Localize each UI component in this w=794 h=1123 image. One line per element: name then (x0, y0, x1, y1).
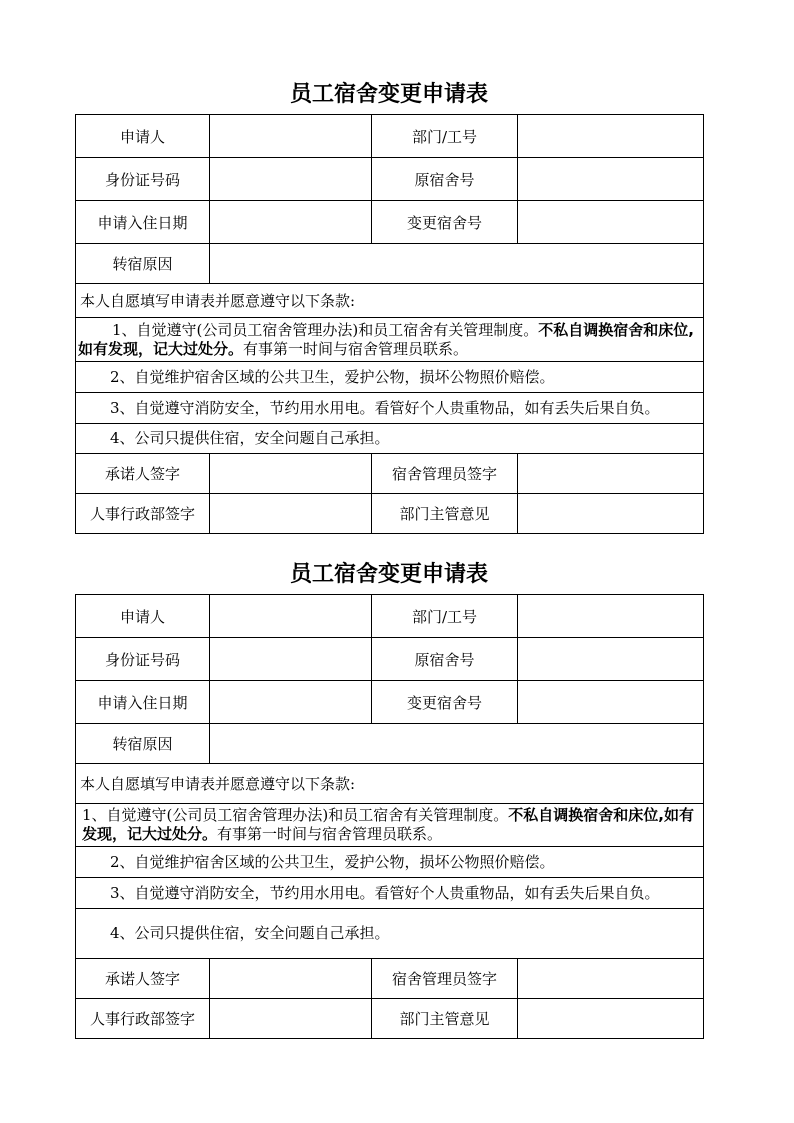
clause-3: 3、自觉遵守消防安全，节约用水用电。看管好个人贵重物品，如有丢失后果自负。 (76, 393, 704, 424)
new-dorm-field[interactable] (518, 201, 704, 244)
form-title: 员工宿舍变更申请表 (289, 562, 488, 587)
reason-field[interactable] (210, 244, 704, 284)
supervisor-opinion-label: 部门主管意见 (372, 999, 518, 1039)
clause-1-bold-text: 不私自调换宿舍和床位,如有发现，记大过处分。 (78, 320, 694, 358)
application-form-1 (75, 76, 703, 534)
promisor-signature-field[interactable] (210, 454, 372, 494)
dorm-manager-signature-field[interactable] (518, 454, 704, 494)
promisor-signature-field[interactable] (210, 959, 372, 999)
form-table (75, 594, 704, 1039)
supervisor-opinion-field[interactable] (518, 999, 704, 1039)
promisor-signature-label: 承诺人签字 (76, 959, 210, 999)
move-in-date-label: 申请入住日期 (76, 201, 210, 244)
clause-2: 2、自觉维护宿舍区域的公共卫生，爱护公物，损坏公物照价赔偿。 (76, 362, 704, 393)
original-dorm-field[interactable] (518, 638, 704, 681)
clause-2: 2、自觉维护宿舍区域的公共卫生，爱护公物，损坏公物照价赔偿。 (76, 847, 704, 878)
reason-field[interactable] (210, 724, 704, 764)
clause-4: 4、公司只提供住宿，安全问题自己承担。 (76, 909, 704, 959)
new-dorm-label: 变更宿舍号 (372, 681, 518, 724)
agreement-intro: 本人自愿填写申请表并愿意遵守以下条款: (76, 764, 704, 804)
clause-1 (76, 804, 704, 847)
application-form-2 (75, 556, 703, 1039)
hr-signature-field[interactable] (210, 999, 372, 1039)
id-number-field[interactable] (210, 158, 372, 201)
move-in-date-field[interactable] (210, 201, 372, 244)
original-dorm-label: 原宿舍号 (372, 638, 518, 681)
applicant-field[interactable] (210, 595, 372, 638)
applicant-label: 申请人 (76, 115, 210, 158)
id-number-field[interactable] (210, 638, 372, 681)
original-dorm-field[interactable] (518, 158, 704, 201)
clause-1-text-c: 有事第一时间与宿舍管理员联系。 (217, 825, 443, 843)
move-in-date-label: 申请入住日期 (76, 681, 210, 724)
supervisor-opinion-label: 部门主管意见 (372, 494, 518, 534)
new-dorm-field[interactable] (518, 681, 704, 724)
hr-signature-label: 人事行政部签字 (76, 999, 210, 1039)
id-number-label: 身份证号码 (76, 158, 210, 201)
dept-label: 部门/工号 (372, 595, 518, 638)
dorm-manager-signature-label: 宿舍管理员签字 (372, 454, 518, 494)
clause-1-text-a: 1、自觉遵守(公司员工宿舍管理办法)和员工宿舍有关管理制度。 (112, 320, 539, 339)
promisor-signature-label: 承诺人签字 (76, 454, 210, 494)
clause-1-bold-text: 不私自调换宿舍和床位,如有发现，记大过处分。 (82, 806, 694, 843)
clause-1-text-a: 1、自觉遵守(公司员工宿舍管理办法)和员工宿舍有关管理制度。 (82, 806, 509, 824)
dept-field[interactable] (518, 115, 704, 158)
dorm-manager-signature-label: 宿舍管理员签字 (372, 959, 518, 999)
reason-label: 转宿原因 (76, 724, 210, 764)
move-in-date-field[interactable] (210, 681, 372, 724)
id-number-label: 身份证号码 (76, 638, 210, 681)
reason-label: 转宿原因 (76, 244, 210, 284)
supervisor-opinion-field[interactable] (518, 494, 704, 534)
agreement-intro: 本人自愿填写申请表并愿意遵守以下条款: (76, 284, 704, 318)
clause-1 (76, 318, 704, 362)
form-table (75, 114, 704, 534)
dept-label: 部门/工号 (372, 115, 518, 158)
hr-signature-label: 人事行政部签字 (76, 494, 210, 534)
original-dorm-label: 原宿舍号 (372, 158, 518, 201)
dept-field[interactable] (518, 595, 704, 638)
hr-signature-field[interactable] (210, 494, 372, 534)
clause-3: 3、自觉遵守消防安全，节约用水用电。看管好个人贵重物品，如有丢失后果自负。 (76, 878, 704, 909)
applicant-field[interactable] (210, 115, 372, 158)
clause-4: 4、公司只提供住宿，安全问题自己承担。 (76, 424, 704, 454)
form-title: 员工宿舍变更申请表 (289, 82, 488, 107)
new-dorm-label: 变更宿舍号 (372, 201, 518, 244)
dorm-manager-signature-field[interactable] (518, 959, 704, 999)
applicant-label: 申请人 (76, 595, 210, 638)
clause-1-text-c: 有事第一时间与宿舍管理员联系。 (243, 339, 469, 358)
